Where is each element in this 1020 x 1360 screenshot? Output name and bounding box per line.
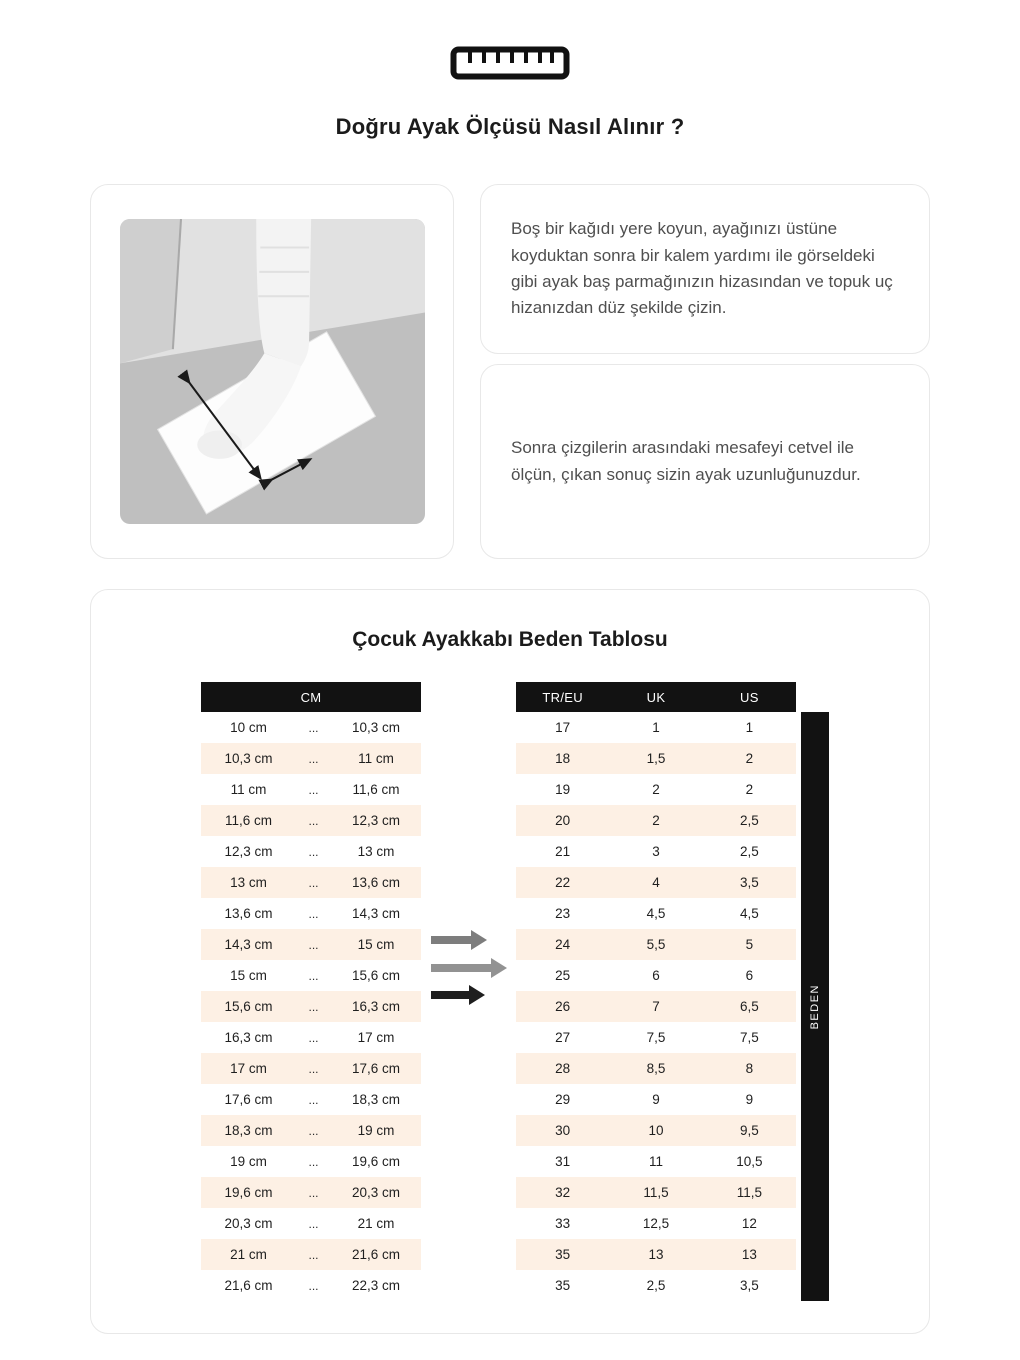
- cm-table-row: [201, 712, 421, 743]
- cm-table-row: [201, 1177, 421, 1208]
- cm-table-row: [201, 743, 421, 774]
- us-value: 2,5: [703, 836, 796, 867]
- range-separator: ...: [296, 867, 331, 898]
- cm-value: 22,3 cm: [331, 1270, 421, 1301]
- cm-table-row: [201, 929, 421, 960]
- ruler-icon: [0, 0, 1020, 80]
- instruction-text-1: Boş bir kağıdı yere koyun, ayağınızı üstüne koyduktan sonra bir kalem yardımı ile görseldeki gibi ayak baş parmağınızın hizasından ve topuk uç hizanızdan düz şekilde çizin.: [511, 219, 893, 318]
- us-value: 9,5: [703, 1115, 796, 1146]
- tr-eu-value: 33: [516, 1208, 609, 1239]
- cm-table-row: [201, 774, 421, 805]
- uk-value: 1,5: [609, 743, 702, 774]
- cm-value: 17,6 cm: [201, 1084, 296, 1115]
- us-value: 12: [703, 1208, 796, 1239]
- uk-value: 8,5: [609, 1053, 702, 1084]
- size-table-row: [516, 1115, 796, 1146]
- uk-value: 4: [609, 867, 702, 898]
- cm-range-table: [201, 682, 421, 1301]
- cm-value: 14,3 cm: [201, 929, 296, 960]
- size-column-header: TR/EU: [516, 682, 609, 712]
- us-value: 11,5: [703, 1177, 796, 1208]
- uk-value: 6: [609, 960, 702, 991]
- range-separator: ...: [296, 743, 331, 774]
- instructions-section: [90, 184, 930, 559]
- us-value: 13: [703, 1239, 796, 1270]
- cm-value: 14,3 cm: [331, 898, 421, 929]
- tr-eu-value: 28: [516, 1053, 609, 1084]
- instruction-card-2: [480, 364, 930, 559]
- uk-value: 2,5: [609, 1270, 702, 1301]
- cm-value: 10,3 cm: [201, 743, 296, 774]
- cm-table-row: [201, 1053, 421, 1084]
- size-table-row: [516, 805, 796, 836]
- us-value: 8: [703, 1053, 796, 1084]
- uk-value: 7,5: [609, 1022, 702, 1053]
- cm-table-row: [201, 1239, 421, 1270]
- conversion-arrows: [421, 682, 516, 1301]
- cm-value: 13 cm: [201, 867, 296, 898]
- cm-value: 10,3 cm: [331, 712, 421, 743]
- size-tables-row: [91, 682, 929, 1301]
- cm-table-header: CM: [201, 682, 421, 712]
- tr-eu-value: 18: [516, 743, 609, 774]
- tr-eu-value: 32: [516, 1177, 609, 1208]
- tr-eu-value: 27: [516, 1022, 609, 1053]
- range-separator: ...: [296, 1146, 331, 1177]
- uk-value: 10: [609, 1115, 702, 1146]
- cm-table-row: [201, 836, 421, 867]
- size-table-card: [90, 589, 930, 1334]
- beden-axis-bar: [801, 712, 829, 1301]
- uk-value: 2: [609, 805, 702, 836]
- range-separator: ...: [296, 929, 331, 960]
- cm-value: 20,3 cm: [331, 1177, 421, 1208]
- size-table-row: [516, 1239, 796, 1270]
- cm-value: 16,3 cm: [331, 991, 421, 1022]
- foot-measurement-image-card: [90, 184, 454, 559]
- us-value: 2: [703, 743, 796, 774]
- tr-eu-value: 35: [516, 1270, 609, 1301]
- cm-value: 15 cm: [201, 960, 296, 991]
- cm-value: 11 cm: [201, 774, 296, 805]
- cm-value: 21,6 cm: [201, 1270, 296, 1301]
- cm-table-row: [201, 1208, 421, 1239]
- cm-value: 19 cm: [201, 1146, 296, 1177]
- cm-table-row: [201, 1146, 421, 1177]
- us-value: 9: [703, 1084, 796, 1115]
- range-separator: ...: [296, 1177, 331, 1208]
- range-separator: ...: [296, 1022, 331, 1053]
- cm-value: 21 cm: [331, 1208, 421, 1239]
- uk-value: 12,5: [609, 1208, 702, 1239]
- range-separator: ...: [296, 1084, 331, 1115]
- uk-value: 2: [609, 774, 702, 805]
- cm-value: 13,6 cm: [201, 898, 296, 929]
- cm-value: 17 cm: [201, 1053, 296, 1084]
- us-value: 3,5: [703, 867, 796, 898]
- cm-value: 17,6 cm: [331, 1053, 421, 1084]
- cm-value: 11,6 cm: [201, 805, 296, 836]
- cm-table-row: [201, 1084, 421, 1115]
- cm-table-row: [201, 1270, 421, 1301]
- instruction-card-1: [480, 184, 930, 354]
- uk-value: 13: [609, 1239, 702, 1270]
- us-value: 6,5: [703, 991, 796, 1022]
- tr-eu-value: 30: [516, 1115, 609, 1146]
- uk-value: 3: [609, 836, 702, 867]
- cm-value: 12,3 cm: [331, 805, 421, 836]
- page-title: Doğru Ayak Ölçüsü Nasıl Alınır ?: [335, 114, 685, 139]
- cm-value: 16,3 cm: [201, 1022, 296, 1053]
- tr-eu-value: 24: [516, 929, 609, 960]
- cm-table-row: [201, 805, 421, 836]
- uk-value: 7: [609, 991, 702, 1022]
- size-table-row: [516, 1084, 796, 1115]
- uk-value: 5,5: [609, 929, 702, 960]
- range-separator: ...: [296, 1208, 331, 1239]
- size-table-row: [516, 836, 796, 867]
- tr-eu-value: 20: [516, 805, 609, 836]
- range-separator: ...: [296, 1115, 331, 1146]
- beden-label: BEDEN: [809, 983, 822, 1030]
- cm-value: 12,3 cm: [201, 836, 296, 867]
- range-separator: ...: [296, 712, 331, 743]
- right-arrows-icon: [421, 928, 516, 1010]
- cm-value: 15 cm: [331, 929, 421, 960]
- tr-eu-value: 26: [516, 991, 609, 1022]
- cm-value: 13 cm: [331, 836, 421, 867]
- range-separator: ...: [296, 1053, 331, 1084]
- us-value: 6: [703, 960, 796, 991]
- size-table-row: [516, 960, 796, 991]
- us-value: 3,5: [703, 1270, 796, 1301]
- size-table-row: [516, 743, 796, 774]
- cm-value: 20,3 cm: [201, 1208, 296, 1239]
- us-value: 5: [703, 929, 796, 960]
- cm-value: 10 cm: [201, 712, 296, 743]
- cm-value: 19 cm: [331, 1115, 421, 1146]
- tr-eu-value: 17: [516, 712, 609, 743]
- us-value: 1: [703, 712, 796, 743]
- size-table-row: [516, 1146, 796, 1177]
- size-table-row: [516, 991, 796, 1022]
- cm-table-row: [201, 898, 421, 929]
- shoe-size-table: [516, 682, 796, 1301]
- range-separator: ...: [296, 1270, 331, 1301]
- size-table-row: [516, 1177, 796, 1208]
- size-table-row: [516, 929, 796, 960]
- tr-eu-value: 25: [516, 960, 609, 991]
- range-separator: ...: [296, 898, 331, 929]
- tr-eu-value: 29: [516, 1084, 609, 1115]
- tr-eu-value: 21: [516, 836, 609, 867]
- cm-value: 17 cm: [331, 1022, 421, 1053]
- size-column-header: UK: [609, 682, 702, 712]
- cm-value: 19,6 cm: [201, 1177, 296, 1208]
- size-column-header: US: [703, 682, 796, 712]
- cm-table-row: [201, 1022, 421, 1053]
- cm-value: 21 cm: [201, 1239, 296, 1270]
- cm-value: 18,3 cm: [331, 1084, 421, 1115]
- cm-table-row: [201, 991, 421, 1022]
- instruction-text-2: Sonra çizgilerin arasındaki mesafeyi cetvel ile ölçün, çıkan sonuç sizin ayak uzunluğunuzdur.: [511, 438, 861, 484]
- size-table-row: [516, 898, 796, 929]
- instruction-cards-column: [480, 184, 930, 559]
- size-table-row: [516, 1270, 796, 1301]
- size-table-row: [516, 1022, 796, 1053]
- size-table-row: [516, 774, 796, 805]
- tr-eu-value: 31: [516, 1146, 609, 1177]
- range-separator: ...: [296, 1239, 331, 1270]
- cm-value: 18,3 cm: [201, 1115, 296, 1146]
- size-table-row: [516, 1208, 796, 1239]
- size-table-title: Çocuk Ayakkabı Beden Tablosu: [352, 628, 668, 651]
- uk-value: 11,5: [609, 1177, 702, 1208]
- foot-measurement-illustration: [120, 219, 425, 524]
- cm-value: 11 cm: [331, 743, 421, 774]
- range-separator: ...: [296, 836, 331, 867]
- cm-value: 21,6 cm: [331, 1239, 421, 1270]
- tr-eu-value: 23: [516, 898, 609, 929]
- uk-value: 1: [609, 712, 702, 743]
- us-value: 4,5: [703, 898, 796, 929]
- tr-eu-value: 35: [516, 1239, 609, 1270]
- range-separator: ...: [296, 805, 331, 836]
- cm-value: 15,6 cm: [331, 960, 421, 991]
- size-table-row: [516, 1053, 796, 1084]
- uk-value: 9: [609, 1084, 702, 1115]
- range-separator: ...: [296, 774, 331, 805]
- cm-value: 11,6 cm: [331, 774, 421, 805]
- us-value: 2,5: [703, 805, 796, 836]
- cm-table-row: [201, 960, 421, 991]
- us-value: 10,5: [703, 1146, 796, 1177]
- cm-table-row: [201, 867, 421, 898]
- size-table-row: [516, 867, 796, 898]
- size-table-row: [516, 712, 796, 743]
- uk-value: 4,5: [609, 898, 702, 929]
- range-separator: ...: [296, 960, 331, 991]
- us-value: 7,5: [703, 1022, 796, 1053]
- cm-value: 19,6 cm: [331, 1146, 421, 1177]
- range-separator: ...: [296, 991, 331, 1022]
- cm-value: 13,6 cm: [331, 867, 421, 898]
- cm-value: 15,6 cm: [201, 991, 296, 1022]
- cm-table-row: [201, 1115, 421, 1146]
- uk-value: 11: [609, 1146, 702, 1177]
- tr-eu-value: 19: [516, 774, 609, 805]
- us-value: 2: [703, 774, 796, 805]
- tr-eu-value: 22: [516, 867, 609, 898]
